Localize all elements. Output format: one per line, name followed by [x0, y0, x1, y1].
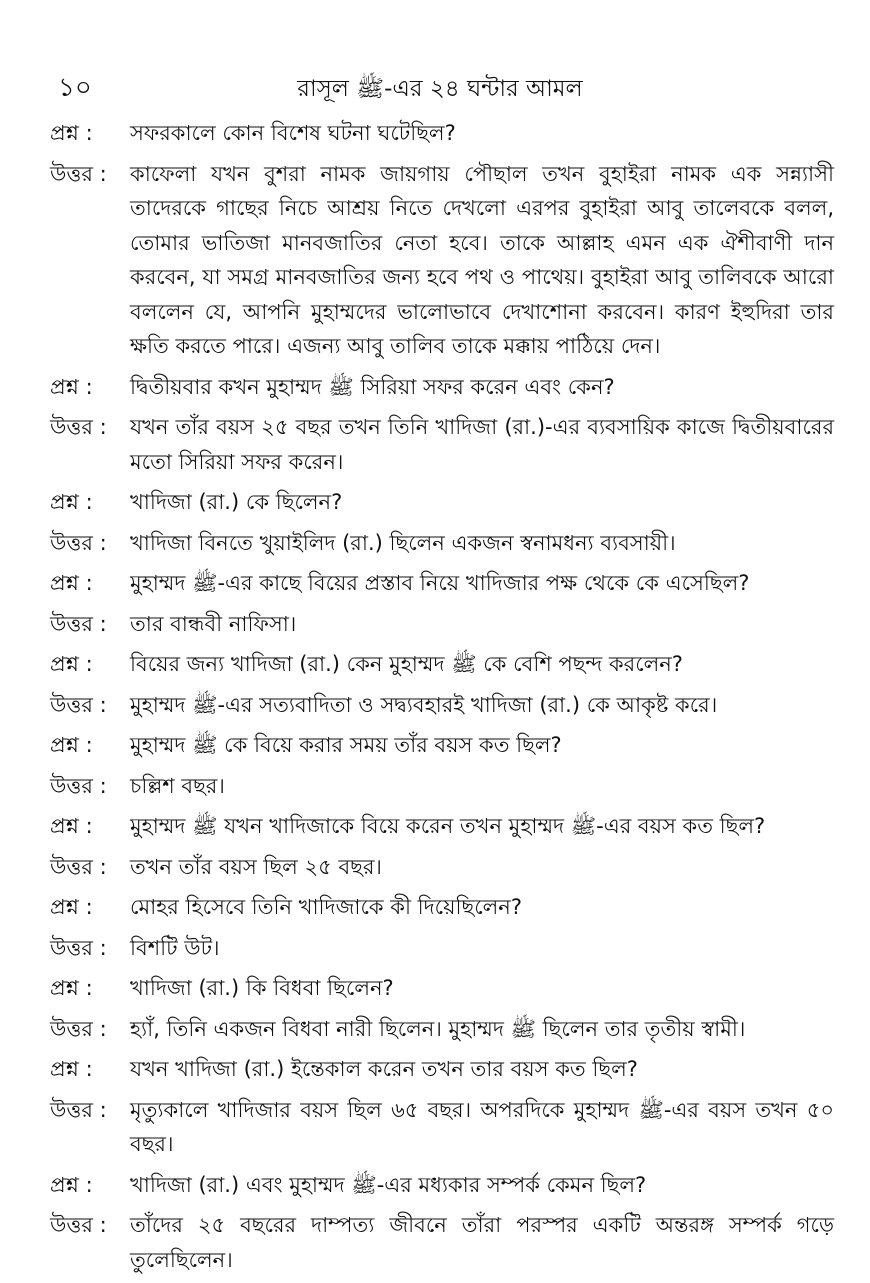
- question-row: [50, 485, 834, 520]
- answer-text: খাদিজা বিনতে খুয়াইলিদ (রা.) ছিলেন একজন স্বনামধন্য ব্যবসায়ী।: [130, 530, 676, 555]
- answer-text: চল্লিশ বছর।: [130, 773, 225, 798]
- question-text: দ্বিতীয়বার কখন মুহাম্মদ ﷺ সিরিয়া সফর করেন এবং কেন?: [130, 374, 615, 399]
- answer-label: উত্তর :: [50, 854, 107, 879]
- question-label: প্রশ্ন :: [50, 121, 93, 145]
- answer-text: হ্যাঁ, তিনি একজন বিধবা নারী ছিলেন। মুহাম্মদ ﷺ ছিলেন তার তৃতীয় স্বামী।: [130, 1016, 746, 1041]
- question-text: মুহাম্মদ ﷺ যখন খাদিজাকে বিয়ে করেন তখন মুহাম্মদ ﷺ-এর বয়স কত ছিল?: [130, 814, 766, 838]
- answer-row: [50, 931, 834, 966]
- answer-text: মুহাম্মদ ﷺ-এর সত্যবাদিতা ও সদ্ব্যবহারই খাদিজা (রা.) কে আকৃষ্ট করে।: [130, 692, 718, 717]
- question-text: মুহাম্মদ ﷺ কে বিয়ে করার সময় তাঁর বয়স কত ছিল?: [130, 733, 562, 757]
- question-text: সফরকালে কোন বিশেষ ঘটনা ঘটেছিল?: [130, 121, 456, 145]
- answer-label: উত্তর :: [50, 1213, 107, 1237]
- answer-row: [50, 526, 834, 561]
- question-label: প্রশ্ন :: [50, 895, 93, 919]
- question-row: [50, 890, 834, 925]
- answer-row: [50, 1208, 834, 1277]
- answer-row: [50, 410, 834, 479]
- answer-label: উত্তর :: [50, 773, 107, 798]
- answer-row: [50, 1012, 834, 1047]
- question-row: [50, 1052, 834, 1087]
- question-row: [50, 728, 834, 763]
- answer-label: উত্তর :: [50, 1016, 107, 1041]
- answer-label: উত্তর :: [50, 1097, 107, 1122]
- question-row: [50, 971, 834, 1006]
- question-label: প্রশ্ন :: [50, 976, 93, 1000]
- question-label: প্রশ্ন :: [50, 1172, 93, 1197]
- question-label: প্রশ্ন :: [50, 1057, 93, 1081]
- answer-text: তার বান্ধবী নাফিসা।: [130, 611, 297, 636]
- running-title: রাসূল ﷺ-এর ২৪ ঘন্টার আমল: [297, 76, 583, 102]
- answer-label: উত্তর :: [50, 415, 107, 439]
- answer-row: [50, 688, 834, 723]
- answer-text: মৃত্যুকালে খাদিজার বয়স ছিল ৬৫ বছর। অপরদিকে মুহাম্মদ ﷺ-এর বয়স তখন ৫০ বছর।: [130, 1097, 834, 1156]
- qa-list: [50, 116, 834, 1283]
- question-text: খাদিজা (রা.) কি বিধবা ছিলেন?: [130, 976, 394, 1000]
- answer-label: উত্তর :: [50, 935, 107, 960]
- page-header: [58, 70, 822, 110]
- question-text: খাদিজা (রা.) কে ছিলেন?: [130, 490, 343, 514]
- question-row: [50, 647, 834, 682]
- answer-row: [50, 607, 834, 642]
- question-text: যখন খাদিজা (রা.) ইন্তেকাল করেন তখন তার বয়স কত ছিল?: [130, 1057, 638, 1081]
- answer-text: কাফেলা যখন বুশরা নামক জায়গায় পৌছাল তখন বুহাইরা নামক এক সন্ন্যাসী তাদেরকে গাছের নিচে আশ্রয় নিতে দেখলো এরপর বুহাইরা আবু তালেবকে বলল, তোমার ভাতিজা মানবজাতির নেতা হবে। তাকে আল্লাহ এমন এক ঐশীবাণী দান করবেন, যা সমগ্র মানবজাতির জন্য হবে পথ ও পাথেয়। বুহাইরা আবু তালিবকে আরো বললেন যে, আপনি মুহাম্মদের ভালোভাবে দেখাশোনা করবেন। কারণ ইহুদিরা তার ক্ষতি করতে পারে। এজন্য আবু তালিব তাকে মক্কায় পাঠিয়ে দেন।: [130, 161, 834, 358]
- question-label: প্রশ্ন :: [50, 490, 93, 514]
- question-row: [50, 370, 834, 405]
- question-label: প্রশ্ন :: [50, 814, 93, 838]
- answer-label: উত্তর :: [50, 611, 107, 636]
- answer-text: যখন তাঁর বয়স ২৫ বছর তখন তিনি খাদিজা (রা.)-এর ব্যবসায়িক কাজে দ্বিতীয়বারের মতো সিরিয়া সফর করেন।: [130, 415, 834, 474]
- answer-label: উত্তর :: [50, 161, 107, 186]
- question-text: মুহাম্মদ ﷺ-এর কাছে বিয়ের প্রস্তাব নিয়ে খাদিজার পক্ষ থেকে কে এসেছিল?: [130, 571, 750, 595]
- question-label: প্রশ্ন :: [50, 733, 93, 757]
- answer-row: [50, 157, 834, 364]
- question-label: প্রশ্ন :: [50, 652, 93, 676]
- answer-text: তাঁদের ২৫ বছরের দাম্পত্য জীবনে তাঁরা পরস্পর একটি অন্তরঙ্গ সম্পর্ক গড়ে তুলেছিলেন।: [130, 1213, 834, 1272]
- question-row: [50, 116, 834, 151]
- answer-row: [50, 1093, 834, 1162]
- question-text: খাদিজা (রা.) এবং মুহাম্মদ ﷺ-এর মধ্যকার সম্পর্ক কেমন ছিল?: [130, 1172, 647, 1197]
- question-label: প্রশ্ন :: [50, 571, 93, 595]
- answer-label: উত্তর :: [50, 692, 107, 717]
- answer-row: [50, 769, 834, 804]
- answer-row: [50, 850, 834, 885]
- answer-label: উত্তর :: [50, 530, 107, 555]
- answer-text: তখন তাঁর বয়স ছিল ২৫ বছর।: [130, 854, 382, 879]
- question-row: [50, 809, 834, 844]
- question-row: [50, 1168, 834, 1203]
- question-label: প্রশ্ন :: [50, 374, 93, 399]
- page-number: ১০: [58, 73, 92, 103]
- question-row: [50, 566, 834, 601]
- question-text: বিয়ের জন্য খাদিজা (রা.) কেন মুহাম্মদ ﷺ কে বেশি পছন্দ করলেন?: [130, 652, 683, 676]
- answer-text: বিশটি উট।: [130, 935, 220, 960]
- question-text: মোহর হিসেবে তিনি খাদিজাকে কী দিয়েছিলেন?: [130, 895, 522, 919]
